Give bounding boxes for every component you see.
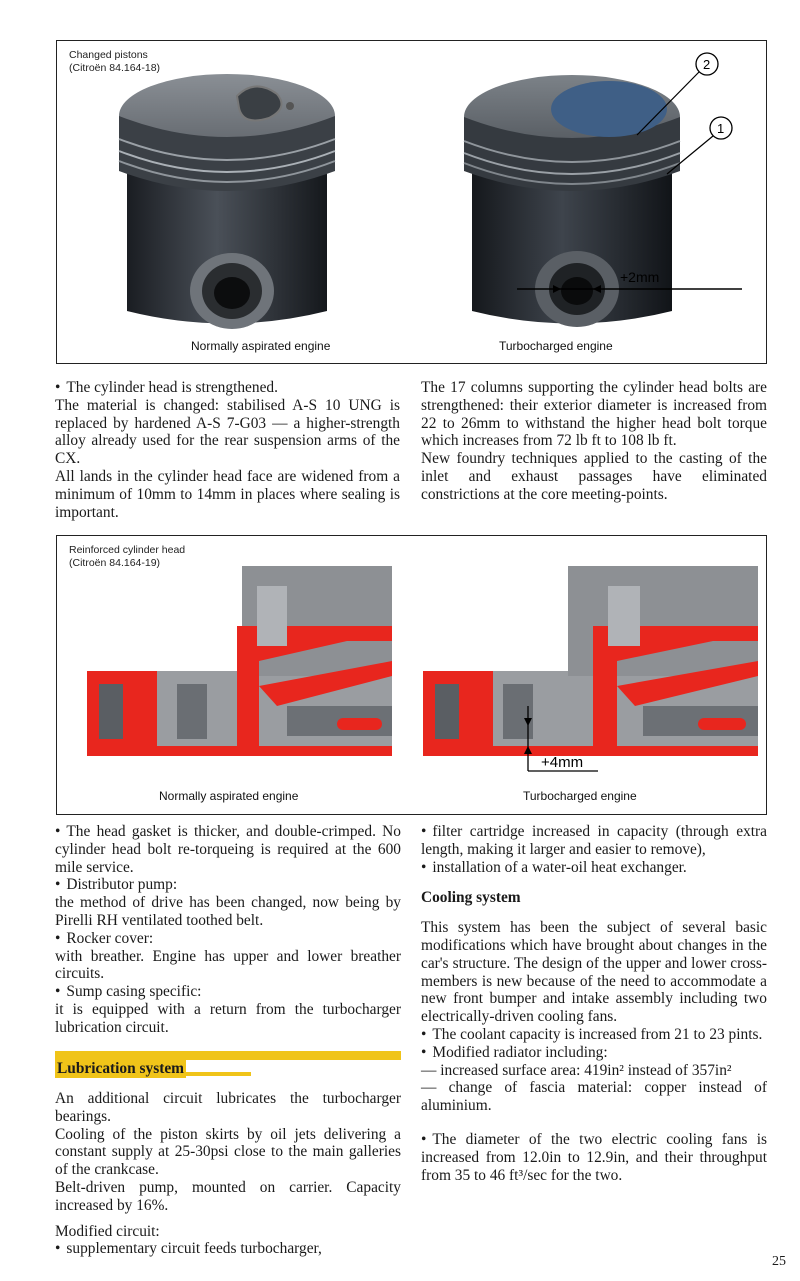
- para-radiator-area: — increased surface area: 419in² instead of 357in²: [421, 1061, 732, 1079]
- cylinder-head-figure-caption: Reinforced cylinder head (Citroën 84.164-19): [69, 544, 186, 569]
- turbo-piston-photo: [457, 49, 767, 351]
- para-lub-circuit: An additional circuit lubricates the turbocharger bearings.: [55, 1090, 401, 1125]
- page-number: 25: [772, 1254, 786, 1269]
- para-breather: with breather. Engine has upper and lower breather circuits.: [55, 947, 401, 983]
- turbo-cylinder-head-label: Turbocharged engine: [523, 789, 637, 803]
- para-columns: The 17 columns supporting the cylinder head bolts are strengthened: their exterior diameter is increased from 22 to 26mm to withstand the higher head bolt torque which increases from 72 lb ft to 108 lb ft.: [421, 379, 767, 450]
- normal-cylinder-head-photo: [87, 566, 392, 756]
- para-cylinder-head: • The cylinder head is strengthened.: [55, 379, 400, 397]
- para-material: The material is changed: stabilised A-S 10 UNG is replaced by hardened A-S 7-G03 — a higher-strength alloy already used for the rear suspension arms of the CX.: [55, 396, 400, 468]
- section2-right-column: [421, 823, 767, 1184]
- turbo-piston-label: Turbocharged engine: [499, 339, 613, 353]
- section2-left-column: [55, 823, 401, 1037]
- para-piston-cooling: Cooling of the piston skirts by oil jets delivering a constant supply at 25-30psi close to the main galleries of the crankcase.: [55, 1125, 401, 1179]
- para-distributor-pump: • Distributor pump:: [55, 876, 401, 894]
- head-dimension-label: +4mm: [541, 754, 584, 771]
- para-radiator-material: — change of fascia material: copper instead of aluminium.: [421, 1079, 767, 1115]
- normal-cylinder-head-label: Normally aspirated engine: [159, 789, 299, 803]
- para-radiator: • Modified radiator including:: [421, 1044, 767, 1062]
- para-rocker-cover: • Rocker cover:: [55, 930, 401, 948]
- callout-2: 2: [703, 57, 711, 72]
- para-heat-exchanger: • installation of a water-oil heat exchanger.: [421, 859, 767, 877]
- section1-left-column: [55, 379, 400, 521]
- para-distributor-drive: the method of drive has been changed, now being by Pirelli RH ventilated toothed belt.: [55, 894, 401, 929]
- pistons-figure-caption: Changed pistons (Citroën 84.164-18): [69, 49, 161, 74]
- piston-dimension-label: +2mm: [620, 269, 660, 285]
- para-pump: Belt-driven pump, mounted on carrier. Capacity increased by 16%.: [55, 1178, 401, 1214]
- callout-1: 1: [717, 121, 725, 136]
- cylinder-head-figure: [56, 535, 767, 815]
- para-sump-return: it is equipped with a return from the turbocharger lubrication circuit.: [55, 1000, 401, 1036]
- para-cooling-fans: • The diameter of the two electric cooling fans is increased from 12.0in to 12.9in, and their throughput from 35 to 46 ft³/sec for the two.: [421, 1131, 767, 1184]
- para-filter-cartridge: • filter cartridge increased in capacity (through extra length, making it larger and easier to remove),: [421, 823, 767, 859]
- section1-right-column: [421, 379, 767, 504]
- para-supplementary-circuit: • supplementary circuit feeds turbocharger,: [55, 1240, 401, 1258]
- normal-piston-photo: [112, 61, 342, 351]
- turbo-cylinder-head-photo: [423, 566, 758, 781]
- para-foundry: New foundry techniques applied to the casting of the inlet and exhaust passages have eliminated constrictions at the core meeting-points.: [421, 450, 767, 503]
- para-head-gasket: • The head gasket is thicker, and double-crimped. No cylinder head bolt re-torqueing is required at the 600 mile service.: [55, 823, 401, 876]
- cooling-heading: Cooling system: [421, 889, 521, 907]
- para-lands: All lands in the cylinder head face are widened from a minimum of 10mm to 14mm in places where sealing is important.: [55, 467, 400, 521]
- para-modified-circuit: Modified circuit:: [55, 1222, 160, 1240]
- lubrication-column: [55, 1090, 401, 1258]
- pistons-figure: [56, 40, 767, 364]
- para-sump-casing: • Sump casing specific:: [55, 983, 401, 1001]
- para-cooling-intro: This system has been the subject of several basic modifications which have brought about changes in the car's structure. The design of the upper and lower cross-members is new because of the need to accommodate a new front bumper and intake assembly including two electrically-driven cooling fans.: [421, 919, 767, 1026]
- normal-piston-label: Normally aspirated engine: [191, 339, 331, 353]
- para-coolant-capacity: • The coolant capacity is increased from 21 to 23 pints.: [421, 1026, 767, 1044]
